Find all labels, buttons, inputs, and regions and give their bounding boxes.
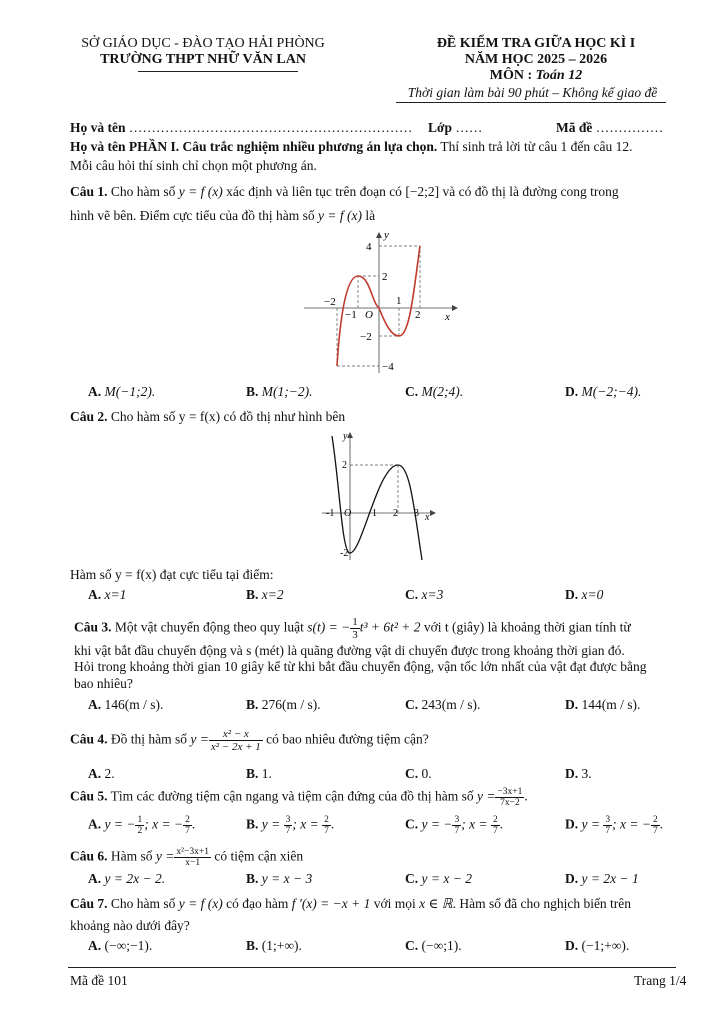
- q4-option-c[interactable]: [405, 766, 432, 782]
- q2-x-arrow: [430, 510, 436, 516]
- q6-text-b: có tiệm cận xiên: [214, 848, 304, 864]
- q5-b-d2: 7: [324, 826, 329, 836]
- q1-option-b[interactable]: [246, 384, 312, 400]
- code-field: [556, 120, 663, 136]
- q5-option-b-frac2: [322, 815, 331, 836]
- q5-c-n1: 3: [454, 815, 460, 825]
- q1-func: y = f (x): [178, 184, 223, 199]
- code-label: Mã đề: [556, 120, 593, 135]
- q2-lbl-x3: 3: [414, 508, 419, 519]
- q1-option-a-text: M(−1;2).: [104, 384, 156, 399]
- q5-option-b-letter: B.: [246, 816, 259, 832]
- q5-text: Tìm các đường tiệm cận ngang và tiệm cận đứng của đồ thị hàm số: [110, 788, 474, 804]
- q5-line1: [70, 787, 528, 808]
- q4-text-b: có bao nhiêu đường tiệm cận?: [266, 731, 429, 747]
- q1-interval: [−2;2]: [405, 184, 440, 199]
- q1-x-arrow: [452, 305, 458, 311]
- q1-text-d: hình vẽ bên. Điểm cực tiểu của đồ thị hàm số: [70, 208, 315, 223]
- q5-a-d1: 2: [137, 826, 143, 836]
- q7-text-d: . Hàm số đã cho nghịch biến trên: [452, 896, 632, 911]
- q1-lbl-xm2: −2: [324, 296, 336, 308]
- q6-option-c-letter: C.: [405, 871, 419, 886]
- q1-line2: [70, 208, 375, 224]
- q1-lbl-y4: 4: [366, 241, 372, 253]
- q7-option-d[interactable]: [565, 938, 629, 954]
- q4-option-c-text: 0.: [421, 766, 432, 781]
- q3-option-b-text: 276(m / s).: [261, 697, 321, 712]
- q1-graph: [300, 228, 460, 378]
- q7-option-d-text: (−1;+∞).: [581, 938, 630, 953]
- q7-option-b-letter: B.: [246, 938, 259, 953]
- q7-option-b[interactable]: [246, 938, 302, 954]
- footer-rule: [68, 967, 676, 968]
- q2-lbl-o: O: [344, 508, 352, 519]
- q5-b-n1: 3: [285, 815, 291, 825]
- q4-option-a-letter: A.: [88, 766, 102, 781]
- header-school-underline: [138, 71, 298, 72]
- code-dots: ……………: [595, 120, 664, 135]
- q1-option-b-text: M(1;−2).: [261, 384, 313, 399]
- q7-func: y = f (x): [178, 896, 223, 911]
- q4-frac-num: x² − x: [209, 728, 263, 741]
- header-time-underline: [396, 102, 666, 103]
- q6-text-a: Hàm số: [110, 848, 153, 864]
- q5-d-d2: 7: [652, 826, 658, 836]
- q5-a-n2: 2: [185, 815, 190, 825]
- q1-option-d-letter: D.: [565, 384, 579, 399]
- footer-page: Trang 1/4: [634, 973, 687, 988]
- q4-option-d-letter: D.: [565, 766, 579, 781]
- q7-option-a-text: (−∞;−1).: [104, 938, 153, 953]
- q5-option-d-frac2: [651, 815, 660, 836]
- q1-option-d[interactable]: [565, 384, 641, 400]
- q5-option-c-xb: ; x =: [461, 816, 491, 832]
- q5-b-d1: 7: [285, 826, 291, 836]
- exam-title: ĐỀ KIỂM TRA GIỮA HỌC KÌ I: [436, 36, 636, 51]
- q4-option-c-letter: C.: [405, 766, 419, 781]
- student-info-row: [70, 120, 412, 136]
- q2-option-d[interactable]: [565, 587, 603, 603]
- q1-option-b-letter: B.: [246, 384, 259, 399]
- q1-option-d-text: M(−2;−4).: [581, 384, 642, 399]
- q5-c-d2: 7: [492, 826, 498, 836]
- q6-option-c[interactable]: [405, 871, 472, 887]
- part1-heading: [70, 139, 633, 155]
- q1-lbl-x2: 2: [415, 309, 421, 321]
- q4-line1: [70, 728, 429, 753]
- q3-option-c-letter: C.: [405, 697, 419, 712]
- q5-a-d2: 7: [185, 826, 190, 836]
- header-school: TRƯỜNG THPT NHỮ VĂN LAN: [100, 52, 306, 67]
- q5-option-c-frac1: [452, 815, 461, 836]
- q2-lbl-y2: 2: [342, 460, 347, 471]
- q1-lbl-o: O: [365, 309, 373, 321]
- q3-option-a[interactable]: [88, 697, 163, 713]
- q2-option-b-letter: B.: [246, 587, 259, 602]
- q7-deriv: f ′(x) = −x + 1: [291, 896, 371, 911]
- q7-option-a[interactable]: [88, 938, 152, 954]
- q4-text-a: Đồ thị hàm số: [110, 731, 188, 747]
- q2-question: Hàm số y = f(x) đạt cực tiểu tại điểm:: [70, 567, 274, 582]
- q5-option-d[interactable]: D. y = $\frac{3}{7}$ ; x = − $\frac{2}{7}$ .: [565, 815, 664, 836]
- part1-instr: Thí sinh trả lời từ câu 1 đến câu 12.: [437, 139, 633, 154]
- q5-option-d-xb: ; x = −: [612, 816, 651, 832]
- q2-option-c-letter: C.: [405, 587, 419, 602]
- q6-option-d-letter: D.: [565, 871, 579, 886]
- exam-time: Thời gian làm bài 90 phút – Không kể giao đề: [407, 85, 658, 100]
- q4-y: y =: [190, 731, 209, 747]
- q6-fraction: [174, 847, 211, 868]
- q1-curve: [337, 246, 420, 366]
- q3-option-c[interactable]: [405, 697, 480, 713]
- q2-option-a-text: x=1: [104, 587, 127, 602]
- q5-fraction: [495, 787, 524, 808]
- q3-line4: bao nhiêu?: [74, 676, 133, 691]
- subject-label: MÔN :: [489, 68, 533, 83]
- q1-option-a-letter: A.: [88, 384, 102, 399]
- q6-option-c-text: y = x − 2: [421, 871, 472, 886]
- q5-option-a[interactable]: A. y = − $\frac{1}{2}$ ; x = − $\frac{2}{7}$ .: [88, 815, 196, 836]
- q2-option-b-text: x=2: [261, 587, 284, 602]
- q3-line1: [74, 616, 631, 641]
- q1-label: Câu 1.: [70, 184, 108, 199]
- q2-option-c-text: x=3: [421, 587, 444, 602]
- q4-option-b-text: 1.: [261, 766, 272, 781]
- q3-option-d[interactable]: [565, 697, 640, 713]
- q5-d-n1: 3: [605, 815, 611, 825]
- q6-option-b-letter: B.: [246, 871, 259, 886]
- q7-option-c-text: (−∞;1).: [421, 938, 462, 953]
- footer-code: Mã đề 101: [70, 973, 128, 988]
- q2-y-arrow: [347, 432, 353, 438]
- q3-option-a-letter: A.: [88, 697, 102, 712]
- q5-option-b[interactable]: B. y = $\frac{3}{7}$ ; x = $\frac{2}{7}$ .: [246, 815, 335, 836]
- q5-d-d1: 7: [605, 826, 611, 836]
- q7-text-a: Cho hàm số: [110, 896, 176, 911]
- q1-lbl-ym2: −2: [360, 331, 372, 343]
- q6-label: Câu 6.: [70, 848, 108, 864]
- q6-option-a-letter: A.: [88, 871, 102, 886]
- q1-text-b: xác định và liên tục trên đoạn có: [226, 184, 402, 199]
- q6-y: y =: [155, 848, 175, 864]
- q5-b-n2: 2: [324, 815, 329, 825]
- q5-option-c-ya: y = −: [421, 816, 453, 832]
- q6-option-b[interactable]: [246, 871, 312, 887]
- class-field: [428, 120, 482, 136]
- q2-lbl-x: x: [425, 512, 430, 523]
- q4-option-d[interactable]: [565, 766, 592, 782]
- q5-d-n2: 2: [652, 815, 658, 825]
- q2-lbl-x1: 1: [372, 508, 377, 519]
- q4-frac-den: x² − 2x + 1: [210, 741, 261, 753]
- q3-label: Câu 3.: [74, 619, 112, 635]
- class-label: Lớp: [428, 120, 452, 135]
- q3-option-b-letter: B.: [246, 697, 259, 712]
- q1-line1: [70, 184, 619, 200]
- q7-line1: [70, 896, 631, 912]
- q5-option-b-xb: ; x =: [292, 816, 323, 832]
- q5-option-a-frac1: [135, 815, 144, 836]
- q3-fraction: [350, 616, 360, 641]
- exam-subject: [396, 68, 676, 84]
- q1-option-a[interactable]: [88, 384, 155, 400]
- q1-lbl-y: y: [384, 229, 389, 241]
- q2-lbl-y: y: [343, 431, 348, 442]
- q3-option-a-text: 146(m / s).: [104, 697, 164, 712]
- q2-option-b[interactable]: [246, 587, 284, 603]
- q1-lbl-x: x: [445, 311, 450, 323]
- part1-instr2: Mỗi câu hỏi thí sinh chỉ chọn một phương án.: [70, 158, 317, 173]
- q5-option-d-ya: y =: [581, 816, 604, 832]
- q1-option-c[interactable]: [405, 384, 463, 400]
- q2-option-a[interactable]: [88, 587, 126, 603]
- name-label: Họ và tên: [70, 120, 126, 135]
- q3-frac-num: 1: [352, 616, 358, 628]
- q5-option-a-frac2: [183, 815, 192, 836]
- q5-c-n2: 2: [492, 815, 498, 825]
- q5-option-b-ya: y =: [261, 816, 284, 832]
- q7-text-c: với mọi: [373, 896, 416, 911]
- q3-option-d-text: 144(m / s).: [581, 697, 641, 712]
- q6-option-d-text: y = 2x − 1: [581, 871, 639, 886]
- q2-text: Cho hàm số y = f(x) có đồ thị như hình bên: [110, 409, 346, 424]
- q1-y-arrow: [376, 232, 382, 238]
- q4-fraction: [209, 728, 263, 753]
- q5-option-c-letter: C.: [405, 816, 419, 832]
- q5-option-c[interactable]: C. y = − $\frac{3}{7}$ ; x = $\frac{2}{7}$ .: [405, 815, 504, 836]
- q1-text-c: và có đồ thị là đường cong trong: [442, 184, 619, 199]
- q7-option-a-letter: A.: [88, 938, 102, 953]
- q7-label: Câu 7.: [70, 896, 108, 911]
- q1-option-c-text: M(2;4).: [421, 384, 464, 399]
- q1-lbl-xm1: −1: [345, 309, 357, 321]
- q6-frac-num: x²−3x+1: [176, 847, 209, 857]
- q5-c-d1: 7: [454, 826, 460, 836]
- q1-func2: y = f (x): [318, 208, 362, 223]
- q2-graph: [318, 428, 438, 563]
- q5-option-a-xb: ; x = −: [144, 816, 184, 832]
- class-dots: ……: [455, 120, 483, 135]
- q2-label: Câu 2.: [70, 409, 108, 424]
- q1-lbl-y2: 2: [382, 271, 388, 283]
- q4-option-d-text: 3.: [581, 766, 592, 781]
- q7-option-b-text: (1;+∞).: [261, 938, 302, 953]
- q3-text-a: Một vật chuyển động theo quy luật: [114, 619, 304, 635]
- q2-option-c[interactable]: [405, 587, 443, 603]
- q7-line2: khoảng nào dưới đây?: [70, 918, 190, 933]
- q2-option-d-letter: D.: [565, 587, 579, 602]
- q5-option-c-frac2: [491, 815, 500, 836]
- q5-option-a-letter: A.: [88, 816, 102, 832]
- q2-option-d-text: x=0: [581, 587, 604, 602]
- q6-option-d[interactable]: [565, 871, 639, 887]
- q5-y: y =: [476, 788, 496, 804]
- q1-lbl-x1: 1: [396, 295, 402, 307]
- q2-line1: [70, 409, 345, 425]
- q3-frac-den: 3: [352, 629, 358, 641]
- q4-option-b-letter: B.: [246, 766, 259, 781]
- q3-option-c-text: 243(m / s).: [421, 697, 481, 712]
- q3-line2: khi vật bắt đầu chuyển động và s (mét) là quãng đường vật di chuyển được trong khoảng thời gian đó.: [74, 643, 625, 658]
- name-dots: ………………………………………………………: [128, 120, 413, 135]
- q5-label: Câu 5.: [70, 788, 108, 804]
- q3-text-b: với t (giây) là khoảng thời gian tính từ: [423, 619, 631, 635]
- header-dept: SỞ GIÁO DỤC - ĐÀO TẠO HẢI PHÒNG: [81, 36, 325, 51]
- exam-year: NĂM HỌC 2025 – 2026: [464, 52, 608, 67]
- q1-text-e: là: [365, 208, 376, 223]
- q6-frac-den: x−1: [185, 858, 201, 868]
- q2-lbl-xm1: -1: [326, 508, 335, 519]
- q2-option-a-letter: A.: [88, 587, 102, 602]
- q7-option-c-letter: C.: [405, 938, 419, 953]
- q2-lbl-ym2: -2: [340, 548, 349, 559]
- q1-option-c-letter: C.: [405, 384, 419, 399]
- q3-line3: Hỏi trong khoảng thời gian 10 giây kể từ khi bắt đầu chuyển động, vận tốc lớn nhất của vật đạt được bằng: [74, 659, 647, 674]
- q1-guides: [337, 246, 420, 366]
- q4-label: Câu 4.: [70, 731, 108, 747]
- q5-a-n1: 1: [137, 815, 143, 825]
- q4-option-a-text: 2.: [104, 766, 115, 781]
- q6-option-b-text: y = x − 3: [261, 871, 313, 886]
- q5-frac-den: 7x−2: [500, 798, 520, 808]
- q3-option-d-letter: D.: [565, 697, 579, 712]
- q5-option-d-letter: D.: [565, 816, 579, 832]
- q1-lbl-ym4: −4: [382, 361, 394, 373]
- q6-option-a-text: y = 2x − 2.: [104, 871, 166, 886]
- q5-frac-num: −3x+1: [497, 787, 523, 797]
- q3-formula-b: t³ + 6t² + 2: [359, 619, 421, 635]
- q2-lbl-x2: 2: [393, 508, 398, 519]
- q1-text-a: Cho hàm số: [110, 184, 176, 199]
- q6-line1: [70, 847, 303, 868]
- q3-formula-a: s(t) = −: [307, 619, 351, 635]
- q7-option-c[interactable]: [405, 938, 462, 954]
- part1-title: Họ và tên PHẦN I. Câu trắc nghiệm nhiều phương án lựa chọn.: [70, 139, 438, 154]
- q4-option-a[interactable]: [88, 766, 115, 782]
- q5-option-d-frac1: [603, 815, 612, 836]
- q6-option-a[interactable]: [88, 871, 165, 887]
- q2-curve: [332, 436, 422, 560]
- q7-option-d-letter: D.: [565, 938, 579, 953]
- q7-text-b: có đạo hàm: [226, 896, 289, 911]
- q5-end: .: [524, 788, 528, 804]
- q7-domain: x ∈ ℝ: [419, 896, 453, 911]
- q3-option-b[interactable]: [246, 697, 321, 713]
- subject-name: Toán 12: [535, 68, 583, 83]
- q5-option-a-ya: y = −: [104, 816, 136, 832]
- q4-option-b[interactable]: [246, 766, 272, 782]
